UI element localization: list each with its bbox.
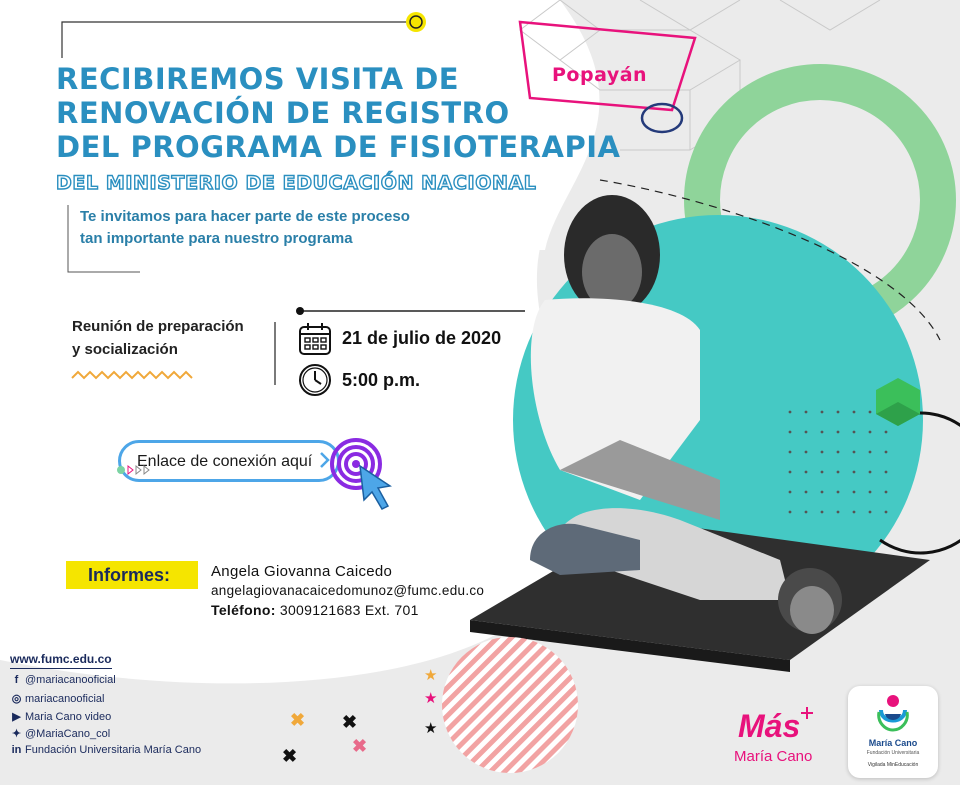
svg-text:✖: ✖	[290, 710, 306, 730]
university-logo	[848, 686, 938, 778]
brand-sub: María Cano	[734, 748, 813, 765]
svg-text:✖: ✖	[282, 746, 298, 766]
small-arrows-icon	[116, 455, 156, 485]
youtube-icon: ▶	[12, 711, 21, 723]
plus-icon	[800, 706, 814, 720]
striped-circle	[442, 637, 578, 773]
meeting-line-1: Reunión de preparación	[72, 318, 244, 335]
facebook-icon: f	[14, 674, 19, 686]
social-youtube[interactable]	[10, 710, 111, 723]
meeting-line-2: y socialización	[72, 341, 178, 358]
logo-foot: Vigilada MinEducación	[867, 762, 919, 768]
svg-text:✖: ✖	[342, 712, 358, 732]
phone-label: Teléfono:	[211, 602, 276, 618]
title-line-1: RECIBIREMOS VISITA DE	[56, 62, 460, 96]
logo-name: María Cano	[868, 738, 918, 748]
contact-name: Angela Giovanna Caicedo	[211, 563, 393, 580]
social-label: mariacanooficial	[25, 693, 105, 705]
social-twitter[interactable]	[10, 727, 110, 740]
event-time: 5:00 p.m.	[342, 370, 421, 390]
logo-sub: Fundación Universitaria	[866, 750, 920, 756]
event-date: 21 de julio de 2020	[342, 328, 502, 348]
contact-phone-row	[211, 602, 419, 618]
social-facebook[interactable]	[10, 674, 116, 686]
linkedin-icon: in	[11, 744, 22, 756]
phone-number: 3009121683 Ext. 701	[279, 602, 419, 618]
university-emblem-icon	[875, 692, 911, 736]
invite-line-2: tan importante para nuestro programa	[80, 230, 353, 247]
svg-text:★: ★	[424, 690, 438, 707]
svg-text:✖: ✖	[352, 736, 368, 756]
social-linkedin[interactable]	[10, 744, 201, 756]
svg-text:★: ★	[424, 720, 438, 737]
brand-mas: Más	[738, 708, 801, 744]
informes-badge	[66, 561, 198, 589]
social-label: @MariaCano_col	[25, 728, 111, 740]
connection-link-label: Enlace de conexión aquí	[137, 453, 313, 470]
social-label: Fundación Universitaria María Cano	[25, 744, 202, 756]
social-label: @mariacanooficial	[25, 674, 116, 686]
calendar-icon	[298, 322, 332, 356]
contact-email[interactable]: angelagiovanacaicedomunoz@fumc.edu.co	[211, 583, 485, 598]
subtitle: DEL MINISTERIO DE EDUCACIÓN NACIONAL	[56, 172, 537, 194]
city-label: Popayán	[552, 64, 648, 86]
informes-label: Informes:	[88, 565, 171, 585]
invite-line-1: Te invitamos para hacer parte de este proceso	[80, 208, 410, 225]
website-link[interactable]: www.fumc.edu.co	[10, 652, 112, 669]
social-label: Maria Cano video	[25, 711, 112, 723]
title-line-3: DEL PROGRAMA DE FISIOTERAPIA	[56, 130, 621, 164]
instagram-icon: ◎	[11, 693, 22, 705]
svg-text:★: ★	[424, 667, 438, 684]
twitter-icon: ✦	[11, 728, 22, 740]
social-instagram[interactable]	[10, 692, 104, 705]
click-target-cursor-icon	[328, 436, 398, 516]
clock-icon	[298, 363, 332, 397]
title-line-2: RENOVACIÓN DE REGISTRO	[56, 96, 510, 130]
